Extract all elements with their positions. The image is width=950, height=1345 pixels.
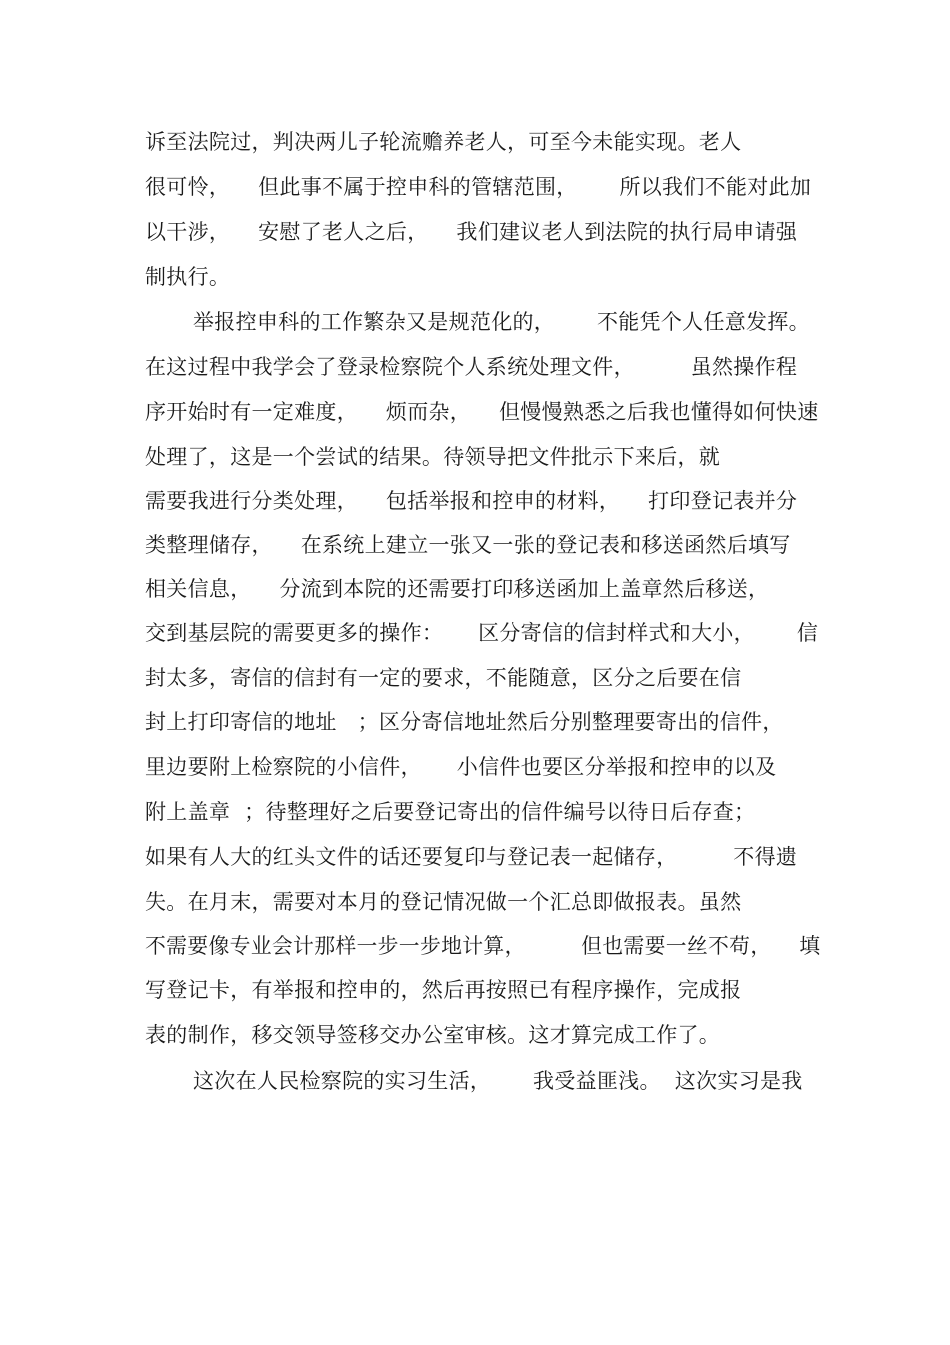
text-line: 这次在人民检察院的实习生活， 我受益匪浅。 这次实习是我 xyxy=(193,1069,803,1093)
text-line: 制执行。 xyxy=(145,265,231,289)
text-line: 序开始时有一定难度， 烦而杂， 但慢慢熟悉之后我也懂得如何快速 xyxy=(145,400,819,424)
text-line: 交到基层院的需要更多的操作： 区分寄信的信封样式和大小， 信 xyxy=(145,621,819,645)
text-line: 表的制作，移交领导签移交办公室审核。这才算完成工作了。 xyxy=(145,1023,721,1047)
text-line: 里边要附上检察院的小信件， 小信件也要区分举报和控申的以及 xyxy=(145,755,777,779)
text-line: 写登记卡，有举报和控申的，然后再按照已有程序操作，完成报 xyxy=(145,978,742,1002)
text-line: 如果有人大的红头文件的话还要复印与登记表一起储存， 不得遗 xyxy=(145,845,798,869)
text-line: 在这过程中我学会了登录检察院个人系统处理文件， 虽然操作程 xyxy=(145,355,798,379)
text-line: 相关信息， 分流到本院的还需要打印移送函加上盖章然后移送， xyxy=(145,577,770,601)
text-line: 很可怜， 但此事不属于控申科的管辖范围， 所以我们不能对此加 xyxy=(145,175,812,199)
text-line: 举报控申科的工作繁杂又是规范化的， 不能凭个人任意发挥。 xyxy=(193,310,810,334)
text-line: 不需要像专业会计那样一步一步地计算， 但也需要一丝不苟， 填 xyxy=(145,934,821,958)
text-line: 附上盖章 ；待整理好之后要登记寄出的信件编号以待日后存查； xyxy=(145,800,756,824)
text-line: 以干涉， 安慰了老人之后， 我们建议老人到法院的执行局申请强 xyxy=(145,220,798,244)
text-line: 类整理储存， 在系统上建立一张又一张的登记表和移送函然后填写 xyxy=(145,533,791,557)
text-line: 失。在月末，需要对本月的登记情况做一个汇总即做报表。虽然 xyxy=(145,890,742,914)
text-line: 封上打印寄信的地址 ；区分寄信地址然后分别整理要寄出的信件， xyxy=(145,710,784,734)
text-line: 封太多，寄信的信封有一定的要求，不能随意，区分之后要在信 xyxy=(145,666,742,690)
text-line: 需要我进行分类处理， 包括举报和控申的材料， 打印登记表并分 xyxy=(145,489,798,513)
text-line: 诉至法院过，判决两儿子轮流赡养老人，可至今未能实现。老人 xyxy=(145,130,742,154)
text-line: 处理了，这是一个尝试的结果。待领导把文件批示下来后，就 xyxy=(145,445,721,469)
